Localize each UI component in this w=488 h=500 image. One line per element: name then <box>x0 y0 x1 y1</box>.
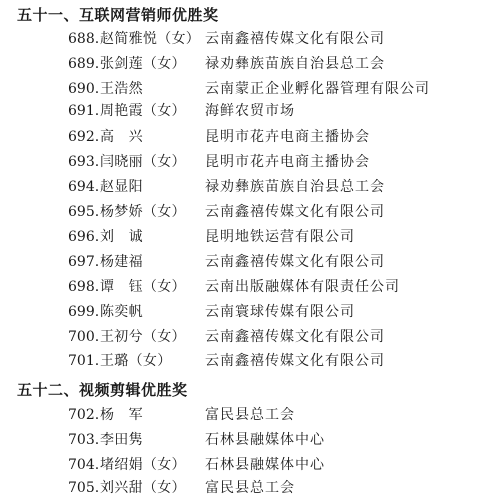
entry-organization: 石林县融媒体中心 <box>205 457 325 473</box>
entry-number: 691. <box>68 103 100 119</box>
list-item <box>0 326 488 348</box>
entry-name: 闫晓丽（女） <box>100 154 186 170</box>
entry-name: 高 兴 <box>100 129 143 145</box>
entry-name: 王初兮（女） <box>100 329 186 345</box>
entry-organization: 禄劝彝族苗族自治县总工会 <box>205 56 385 72</box>
list-item <box>0 201 488 223</box>
entry-name: 刘兴甜（女） <box>100 480 186 496</box>
entry-name: 张剑莲（女） <box>100 56 186 72</box>
entry-organization: 昆明市花卉电商主播协会 <box>205 154 370 170</box>
entry-organization: 海鲜农贸市场 <box>205 103 295 119</box>
entry-name: 李田隽 <box>100 432 143 448</box>
entry-organization: 云南出版融媒体有限责任公司 <box>205 279 400 295</box>
entry-number: 693. <box>68 154 100 170</box>
list-item <box>0 301 488 323</box>
entry-organization: 富民县总工会 <box>205 407 295 423</box>
entry-number: 699. <box>68 304 100 320</box>
entry-name: 堵绍娟（女） <box>100 457 186 473</box>
entry-organization: 云南鑫禧传媒文化有限公司 <box>205 329 385 345</box>
list-item <box>0 454 488 476</box>
entry-number: 701. <box>68 353 100 369</box>
entry-organization: 云南鑫禧传媒文化有限公司 <box>205 204 385 220</box>
entry-name: 周艳霞（女） <box>100 103 186 119</box>
entry-number: 696. <box>68 229 100 245</box>
entry-name: 杨建福 <box>100 254 143 270</box>
list-item <box>0 226 488 248</box>
list-item <box>0 350 488 372</box>
list-item <box>0 251 488 273</box>
entry-number: 690. <box>68 81 100 97</box>
entry-number: 694. <box>68 179 100 195</box>
entry-organization: 云南鑫禧传媒文化有限公司 <box>205 353 385 369</box>
entry-organization: 富民县总工会 <box>205 480 295 496</box>
entry-name: 陈奕帆 <box>100 304 143 320</box>
entry-name: 王璐（女） <box>100 353 172 369</box>
entry-name: 赵显阳 <box>100 179 143 195</box>
entry-organization: 禄劝彝族苗族自治县总工会 <box>205 179 385 195</box>
section-title-video-editing: 五十二、视频剪辑优胜奖 <box>17 381 188 399</box>
list-item <box>0 176 488 198</box>
entry-number: 703. <box>68 432 100 448</box>
list-item <box>0 477 488 499</box>
list-item <box>0 53 488 75</box>
entry-organization: 云南寰球传媒有限公司 <box>205 304 355 320</box>
list-item <box>0 78 488 100</box>
entry-number: 697. <box>68 254 100 270</box>
entry-number: 702. <box>68 407 100 423</box>
entry-name: 杨梦娇（女） <box>100 204 186 220</box>
entry-number: 695. <box>68 204 100 220</box>
list-item <box>0 100 488 122</box>
entry-organization: 云南蒙正企业孵化器管理有限公司 <box>205 81 430 97</box>
entry-number: 698. <box>68 279 100 295</box>
entry-number: 704. <box>68 457 100 473</box>
list-item <box>0 276 488 298</box>
list-item <box>0 151 488 173</box>
entry-number: 705. <box>68 480 100 496</box>
entry-name: 赵简雅悦（女） <box>100 31 201 47</box>
entry-number: 700. <box>68 329 100 345</box>
list-item <box>0 429 488 451</box>
entry-organization: 云南鑫禧传媒文化有限公司 <box>205 31 385 47</box>
section-title-internet-marketing: 五十一、互联网营销师优胜奖 <box>17 6 219 24</box>
entry-number: 689. <box>68 56 100 72</box>
entry-number: 688. <box>68 31 100 47</box>
entry-name: 谭 钰（女） <box>100 279 186 295</box>
list-item <box>0 126 488 148</box>
list-item <box>0 404 488 426</box>
entry-name: 刘 诚 <box>100 229 143 245</box>
entry-organization: 昆明地铁运营有限公司 <box>205 229 355 245</box>
entry-name: 王浩然 <box>100 81 143 97</box>
list-item <box>0 28 488 50</box>
entry-organization: 石林县融媒体中心 <box>205 432 325 448</box>
entry-organization: 云南鑫禧传媒文化有限公司 <box>205 254 385 270</box>
entry-number: 692. <box>68 129 100 145</box>
entry-organization: 昆明市花卉电商主播协会 <box>205 129 370 145</box>
entry-name: 杨 军 <box>100 407 143 423</box>
